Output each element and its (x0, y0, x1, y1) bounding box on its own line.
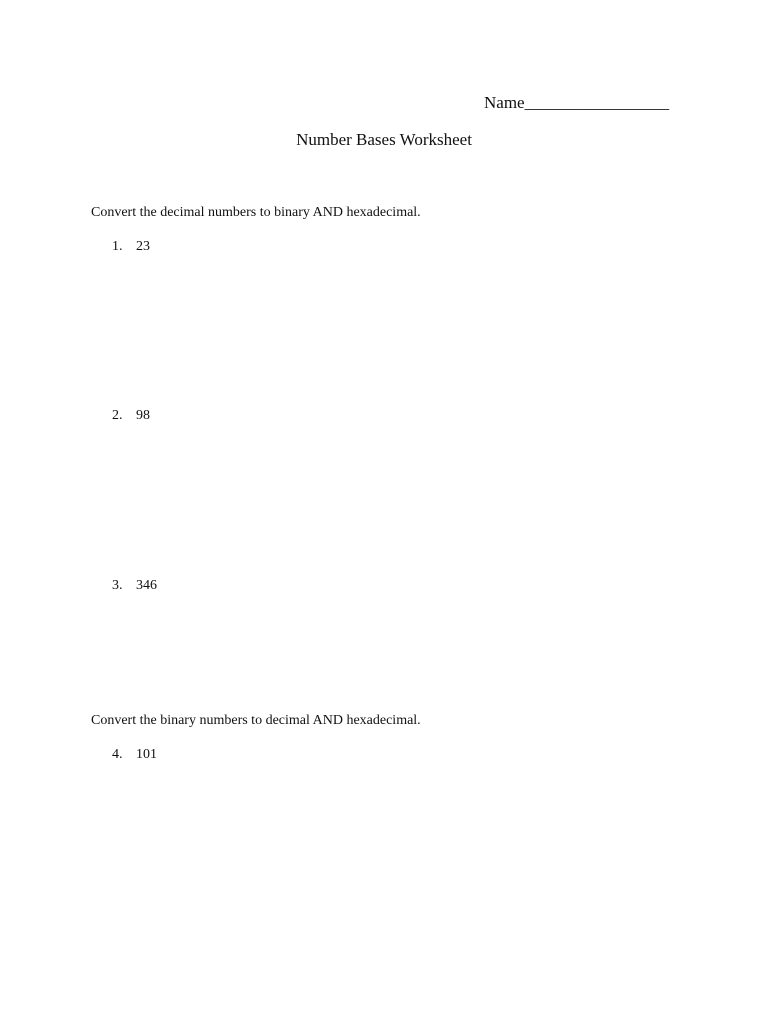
problem-value: 98 (136, 408, 150, 423)
section-instruction-decimal: Convert the decimal numbers to binary AND hexadecimal. (91, 205, 421, 220)
section-instruction-binary: Convert the binary numbers to decimal AND hexadecimal. (91, 713, 421, 728)
problem-1 (112, 239, 150, 255)
problem-value: 23 (136, 239, 150, 254)
problem-number: 4. (112, 747, 123, 762)
problem-value: 101 (136, 747, 157, 762)
problem-3 (112, 578, 157, 594)
problem-number: 2. (112, 408, 123, 423)
page-title: Number Bases Worksheet (296, 130, 472, 149)
problem-number: 1. (112, 239, 123, 254)
problem-number: 3. (112, 578, 123, 593)
name-field-label: Name_________________ (484, 93, 670, 112)
problem-2 (112, 408, 150, 424)
problem-value: 346 (136, 578, 157, 593)
problem-4 (112, 747, 157, 763)
